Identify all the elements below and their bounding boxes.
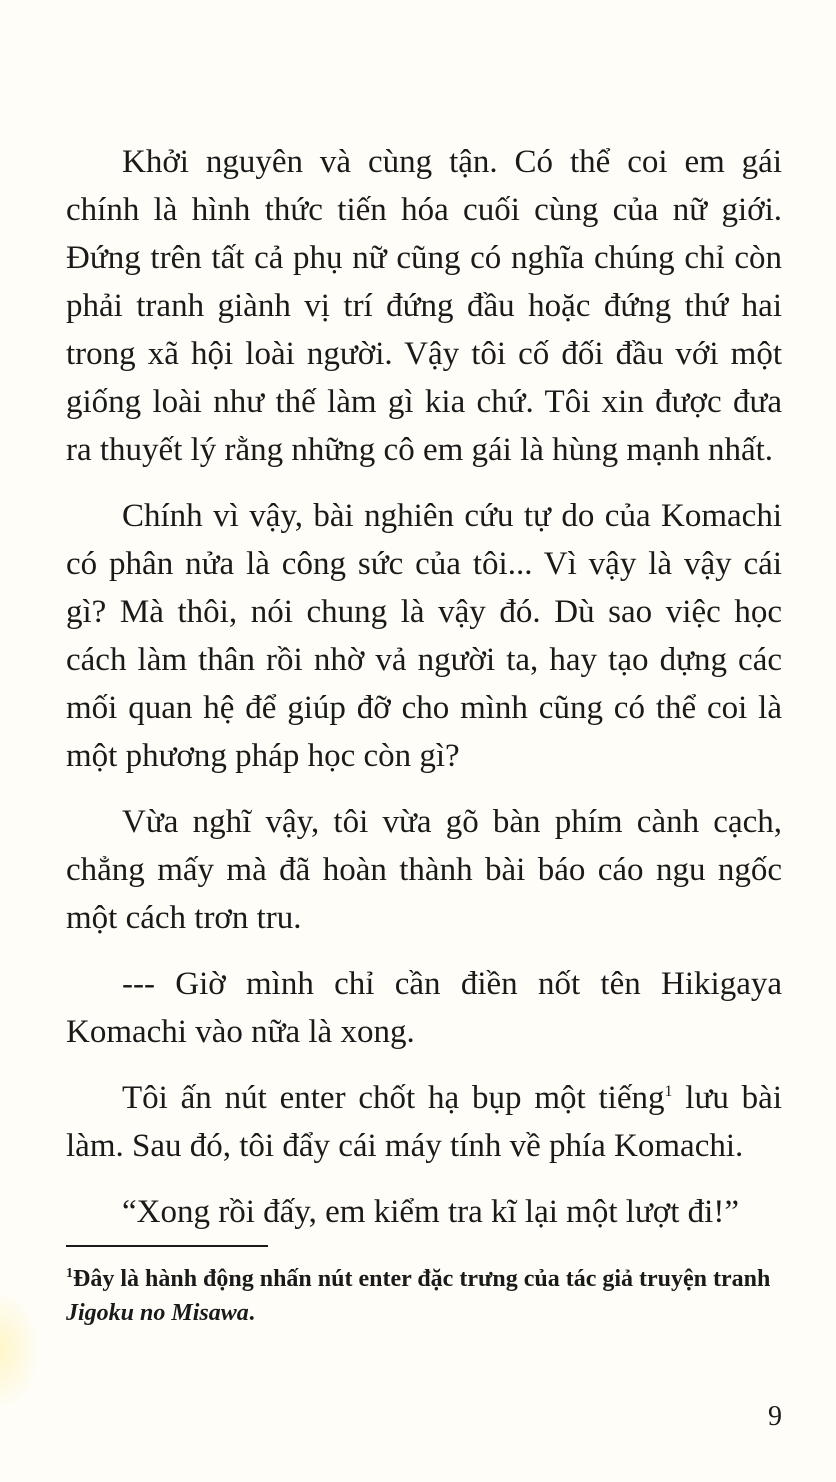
paragraph-6: “Xong rồi đấy, em kiểm tra kĩ lại một lượt đi!” (122, 1194, 739, 1230)
footnote-marker: 1 (66, 1266, 73, 1281)
paragraph-1: Khởi nguyên và cùng tận. Có thể coi em gái chính là hình thức tiến hóa cuối cùng của nữ giới. Đứng trên tất cả phụ nữ cũng có nghĩa chúng chỉ còn phải tranh giành vị trí đứng đầu hoặc đứng thứ hai trong xã hội loài người. Vậy tôi cố đối đầu với một giống loài như thế làm gì kia chứ. Tôi xin được đưa ra thuyết lý rằng những cô em gái là hùng mạnh nhất. (66, 144, 782, 468)
footnote-text-before: Đây là hành động nhấn nút enter đặc trưng của tác giả truyện tranh (73, 1266, 771, 1292)
footnote-divider (66, 1245, 268, 1247)
page-edge-highlight (0, 1290, 40, 1410)
paragraph-3: Vừa nghĩ vậy, tôi vừa gõ bàn phím cành cạch, chẳng mấy mà đã hoàn thành bài báo cáo ngu ngốc một cách trơn tru. (66, 804, 782, 936)
paragraph-5-text-before: Tôi ấn nút enter chốt hạ bụp một tiếng (122, 1080, 665, 1116)
footnote-title: Jigoku no Misawa (66, 1300, 249, 1326)
footnote (66, 1262, 782, 1330)
paragraph-2: Chính vì vậy, bài nghiên cứu tự do của Komachi có phân nửa là công sức của tôi... Vì vậy là vậy cái gì? Mà thôi, nói chung là vậy đó. Dù sao việc học cách làm thân rồi nhờ vả người ta, hay tạo dựng các mối quan hệ để giúp đỡ cho mình cũng có thể coi là một phương pháp học còn gì? (66, 498, 782, 774)
footnote-reference[interactable]: 1 (664, 1083, 673, 1100)
paragraph-4: --- Giờ mình chỉ cần điền nốt tên Hikigaya Komachi vào nữa là xong. (66, 966, 782, 1050)
body-text (66, 138, 782, 1236)
footnote-text-after: . (248, 1300, 255, 1326)
paragraph-5-text-after: lưu bài làm. Sau đó, tôi đẩy cái máy tính về phía Komachi. (66, 1080, 782, 1164)
page-number: 9 (768, 1401, 782, 1432)
paragraph-5 (66, 1074, 782, 1170)
